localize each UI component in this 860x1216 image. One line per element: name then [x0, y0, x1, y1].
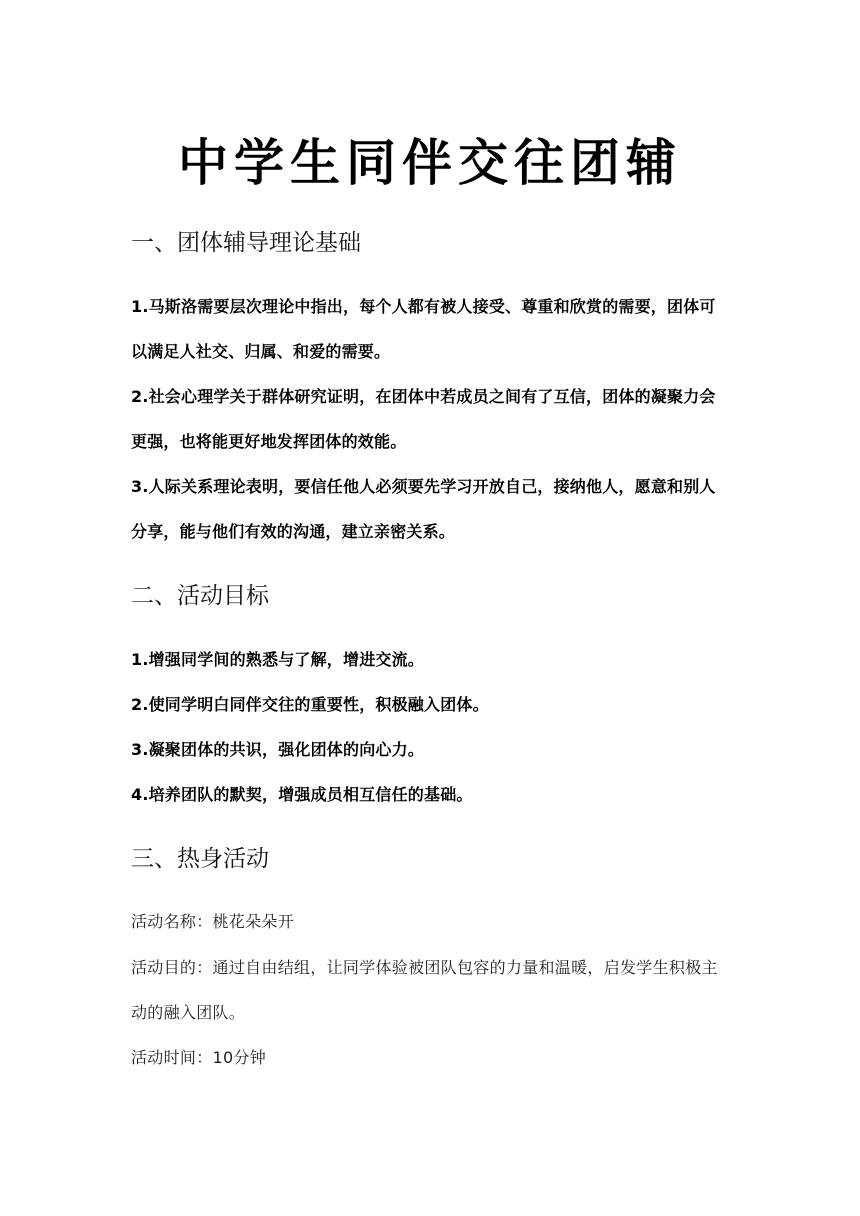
section-heading-warmup: 三、热身活动 — [131, 846, 269, 872]
section-heading-theory: 一、团体辅导理论基础 — [131, 230, 361, 256]
goal-item-2: 2.使同学明白同伴交往的重要性，积极融入团体。 — [131, 695, 489, 714]
theory-item-2: 2.社会心理学关于群体研究证明，在团体中若成员之间有了互信，团体的凝聚力会更强，也将能更好地发挥团体的效能。 — [131, 387, 716, 451]
section-heading-goals: 二、活动目标 — [131, 583, 269, 609]
activity-time: 活动时间：10分钟 — [131, 1048, 267, 1067]
goal-item-4: 4.培养团队的默契，增强成员相互信任的基础。 — [131, 785, 473, 804]
theory-item-1: 1.马斯洛需要层次理论中指出，每个人都有被人接受、尊重和欣赏的需要，团体可以满足人社交、归属、和爱的需要。 — [131, 297, 716, 361]
goal-item-3: 3.凝聚团体的共识，强化团体的向心力。 — [131, 740, 425, 759]
activity-name: 活动名称：桃花朵朵开 — [131, 912, 295, 931]
document-title: 中学生同伴交往团辅 — [178, 133, 682, 192]
activity-purpose: 活动目的：通过自由结组，让同学体验被团队包容的力量和温暖，启发学生积极主动的融入团队。 — [131, 958, 718, 1022]
goal-item-1: 1.增强同学间的熟悉与了解，增进交流。 — [131, 650, 425, 669]
theory-item-3: 3.人际关系理论表明，要信任他人必须要先学习开放自己，接纳他人，愿意和别人分享，能与他们有效的沟通，建立亲密关系。 — [131, 477, 716, 541]
